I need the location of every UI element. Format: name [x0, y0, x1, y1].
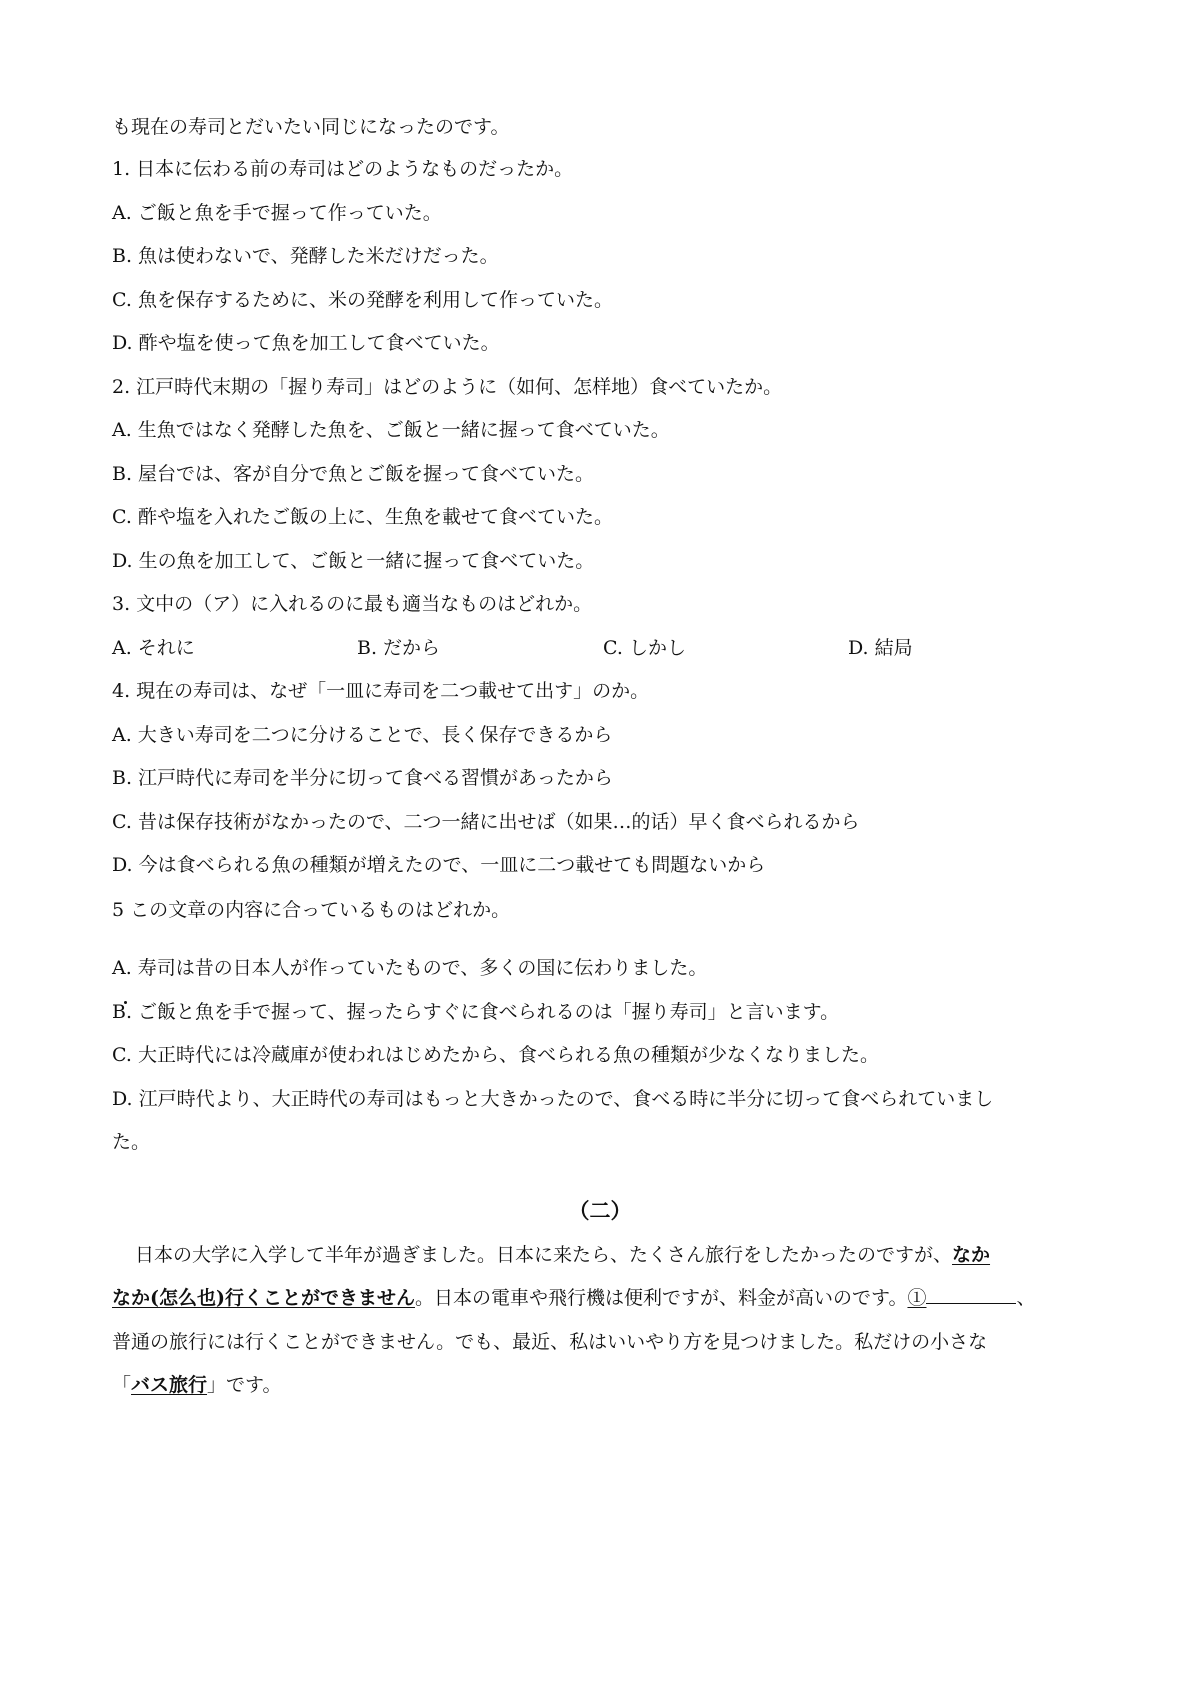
question-1-option-d: D. 酢や塩を使って魚を加工して食べていた。 [112, 332, 500, 354]
blank-number: ① [907, 1287, 927, 1309]
question-1-option-b: B. 魚は使わないで、発酵した米だけだった。 [112, 245, 499, 267]
question-3-option-b: B. だから [357, 637, 441, 659]
quote-close: 」です。 [207, 1374, 282, 1396]
question-2-option-b: B. 屋台では、客が自分で魚とご飯を握って食べていた。 [112, 463, 595, 485]
quote-open: 「 [112, 1374, 132, 1396]
question-2-option-c: C. 酢や塩を入れたご飯の上に、生魚を載せて食べていた。 [112, 506, 613, 528]
question-4-option-c: C. 昔は保存技術がなかったので、二つ一緒に出せば（如果…的话）早く食べられるから [112, 811, 860, 833]
section-2-para-line-1 [112, 1241, 1102, 1269]
para-text: 日本の大学に入学して半年が過ぎました。日本に来たら、たくさん旅行をしたかったのですが、 [135, 1244, 953, 1266]
question-5-option-b: B. ご飯と魚を手で握って、握ったらすぐに食べられるのは「握り寿司」と言います。 [112, 1001, 840, 1023]
para-text: 、 [1016, 1287, 1036, 1309]
question-4-option-b: B. 江戸時代に寿司を半分に切って食べる習慣があったから [112, 767, 613, 789]
underlined-phrase-part-2: なか(怎么也)行くことができません [112, 1287, 415, 1309]
question-1-option-c: C. 魚を保存するために、米の発酵を利用して作っていた。 [112, 289, 613, 311]
question-2-option-a: A. 生魚ではなく発酵した魚を、ご飯と一緒に握って食べていた。 [112, 419, 670, 441]
underlined-bus-trip: バス旅行 [131, 1374, 208, 1396]
question-3-options-row [112, 634, 1102, 662]
question-3-option-d: D. 結局 [848, 637, 913, 659]
para-text: 。日本の電車や飛行機は便利ですが、料金が高いのです。 [414, 1287, 908, 1309]
section-2-para-line-3: 普通の旅行には行くことができません。でも、最近、私はいいやり方を見つけました。私だけの小さな [112, 1331, 988, 1353]
question-4-option-a: A. 大きい寿司を二つに分けることで、長く保存できるから [112, 724, 613, 746]
question-5: 5 この文章の内容に合っているものはどれか。 [112, 899, 511, 921]
passage-end-line: も現在の寿司とだいたい同じになったのです。 [112, 116, 510, 138]
question-5-option-c: C. 大正時代には冷蔵庫が使われはじめたから、食べられる魚の種類が少なくなりました。 [112, 1044, 879, 1066]
question-5-option-a: A. 寿司は昔の日本人が作っていたもので、多くの国に伝わりました。 [112, 957, 708, 979]
question-5-option-d: D. 江戸時代より、大正時代の寿司はもっと大きかったので、食べる時に半分に切って食べられていまし [112, 1088, 994, 1110]
question-4: 4. 現在の寿司は、なぜ「一皿に寿司を二つ載せて出す」のか。 [112, 680, 650, 702]
question-2: 2. 江戸時代末期の「握り寿司」はどのように（如何、怎样地）食べていたか。 [112, 376, 783, 398]
question-1: 1. 日本に伝わる前の寿司はどのようなものだったか。 [112, 158, 574, 180]
question-1-option-a: A. ご飯と魚を手で握って作っていた。 [112, 202, 442, 224]
question-3: 3. 文中の（ア）に入れるのに最も適当なものはどれか。 [112, 593, 593, 615]
underlined-phrase-part-1: なか [952, 1244, 991, 1266]
answer-blank [926, 1285, 1016, 1304]
question-5-option-d-cont: た。 [112, 1131, 151, 1153]
section-2-para-line-4 [112, 1371, 1102, 1399]
question-2-option-d: D. 生の魚を加工して、ご飯と一緒に握って食べていた。 [112, 550, 595, 572]
question-3-option-c: C. しかし [603, 637, 686, 659]
question-3-option-a: A. それに [112, 637, 195, 659]
question-4-option-d: D. 今は食べられる魚の種類が増えたので、一皿に二つ載せても問題ないから [112, 854, 766, 876]
section-2-para-line-2 [112, 1284, 1102, 1312]
section-2-title: （二） [568, 1198, 632, 1223]
